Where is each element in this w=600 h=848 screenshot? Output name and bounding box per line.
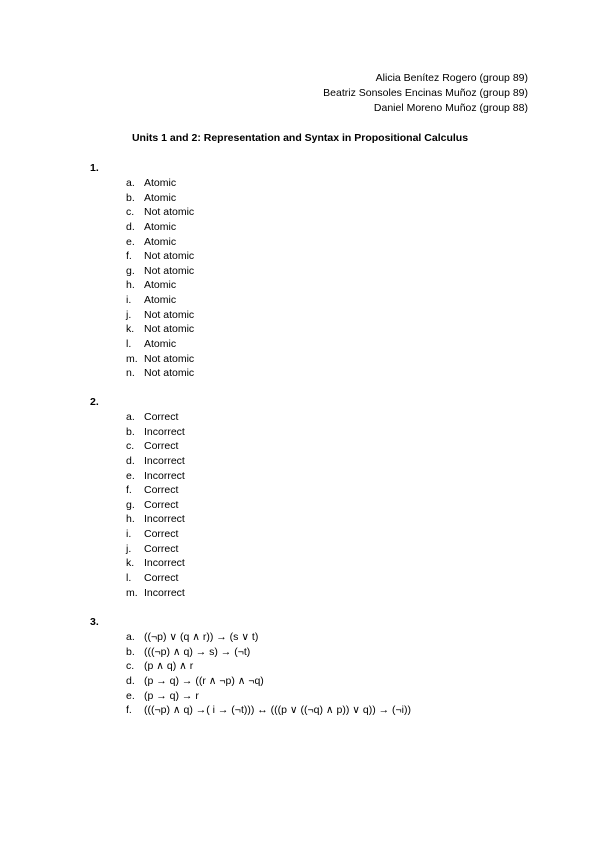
answer-item bbox=[90, 278, 194, 293]
answer-text: Atomic bbox=[144, 191, 177, 204]
answer-letter: d. bbox=[126, 674, 135, 687]
answer-text: Atomic bbox=[144, 338, 177, 351]
question-section bbox=[90, 614, 411, 718]
answer-item bbox=[90, 659, 411, 674]
answer-letter: a. bbox=[126, 631, 135, 643]
author-line: Beatriz Sonsoles Encinas Muñoz (group 89) bbox=[323, 87, 528, 99]
answer-text: Incorrect bbox=[144, 425, 185, 438]
answer-item bbox=[90, 425, 185, 440]
answer-text: Correct bbox=[144, 498, 179, 511]
answer-text: Correct bbox=[144, 528, 179, 541]
question-section bbox=[90, 160, 194, 381]
answer-text: (((¬p) ∧ q) → s) → (¬t) bbox=[144, 645, 251, 658]
answer-text: Atomic bbox=[144, 235, 177, 248]
answer-text: Atomic bbox=[144, 294, 177, 307]
answer-list bbox=[90, 176, 194, 381]
answer-text: Correct bbox=[144, 542, 179, 555]
answer-letter: e. bbox=[126, 689, 135, 702]
answer-letter: n. bbox=[126, 367, 135, 380]
answer-letter: a. bbox=[126, 177, 135, 189]
answer-letter: c. bbox=[126, 206, 135, 219]
answer-item bbox=[90, 220, 194, 235]
answer-item bbox=[90, 630, 411, 645]
answer-text: Correct bbox=[144, 440, 179, 453]
answer-text: Atomic bbox=[144, 279, 177, 292]
answer-letter: m. bbox=[126, 352, 138, 365]
answer-item bbox=[90, 469, 185, 484]
answer-letter: c. bbox=[126, 660, 135, 673]
page-title: Units 1 and 2: Representation and Syntax in Propositional Calculus bbox=[131, 132, 469, 144]
answer-item bbox=[90, 410, 185, 425]
answer-letter: i. bbox=[126, 294, 132, 307]
answer-item bbox=[90, 571, 185, 586]
answer-letter: g. bbox=[126, 264, 135, 277]
answer-item bbox=[90, 512, 185, 527]
answer-item bbox=[90, 235, 194, 250]
answer-letter: l. bbox=[126, 338, 132, 351]
answer-text: Not atomic bbox=[144, 250, 195, 263]
answer-list bbox=[90, 410, 185, 600]
answer-text: Incorrect bbox=[144, 454, 185, 467]
answer-text: Atomic bbox=[144, 177, 177, 189]
answer-letter: f. bbox=[126, 704, 132, 717]
author-line: Daniel Moreno Muñoz (group 88) bbox=[373, 102, 528, 114]
answer-item bbox=[90, 689, 411, 704]
answer-letter: f. bbox=[126, 484, 132, 497]
answer-letter: j. bbox=[126, 542, 132, 555]
answer-item bbox=[90, 249, 194, 264]
answer-letter: b. bbox=[126, 645, 135, 658]
question-number: 1. bbox=[90, 162, 99, 174]
answer-text: Not atomic bbox=[144, 367, 195, 380]
answer-letter: j. bbox=[126, 308, 132, 321]
answer-item bbox=[90, 264, 194, 279]
answer-item bbox=[90, 176, 194, 191]
answer-text: Correct bbox=[144, 484, 179, 497]
answer-letter: e. bbox=[126, 469, 135, 482]
answer-list bbox=[90, 630, 411, 718]
answer-text: Not atomic bbox=[144, 352, 195, 365]
answer-item bbox=[90, 674, 411, 689]
answer-letter: e. bbox=[126, 235, 135, 248]
answer-item bbox=[90, 293, 194, 308]
answer-text: (p → q) → r bbox=[144, 689, 199, 702]
answer-letter: m. bbox=[126, 586, 138, 599]
answer-text: ((¬p) ∨ (q ∧ r)) → (s ∨ t) bbox=[144, 631, 259, 643]
answer-text: Incorrect bbox=[144, 513, 185, 526]
question-section bbox=[90, 394, 185, 600]
answer-text: Incorrect bbox=[144, 557, 185, 570]
answer-text: Not atomic bbox=[144, 264, 195, 277]
answer-item bbox=[90, 205, 194, 220]
answer-text: Atomic bbox=[144, 220, 177, 233]
answer-item bbox=[90, 454, 185, 469]
answer-item bbox=[90, 352, 194, 367]
answer-item bbox=[90, 498, 185, 513]
answer-letter: b. bbox=[126, 425, 135, 438]
answer-letter: b. bbox=[126, 191, 135, 204]
answer-letter: d. bbox=[126, 454, 135, 467]
answer-item bbox=[90, 322, 194, 337]
answer-letter: g. bbox=[126, 498, 135, 511]
answer-item bbox=[90, 542, 185, 557]
answer-letter: a. bbox=[126, 411, 135, 423]
answer-item bbox=[90, 586, 185, 601]
answer-letter: h. bbox=[126, 279, 135, 292]
answer-item bbox=[90, 527, 185, 542]
author-block bbox=[323, 71, 528, 116]
answer-letter: d. bbox=[126, 220, 135, 233]
answer-text: Incorrect bbox=[144, 586, 185, 599]
answer-item bbox=[90, 366, 194, 381]
answer-item bbox=[90, 483, 185, 498]
answer-item bbox=[90, 191, 194, 206]
answer-text: Correct bbox=[144, 411, 179, 423]
question-number: 2. bbox=[90, 396, 99, 408]
answer-letter: f. bbox=[126, 250, 132, 263]
answer-text: (((¬p) ∧ q) →( i → (¬t))) ↔ (((p ∨ ((¬q) ∧ p)) ∨ q)) → (¬i)) bbox=[144, 704, 411, 717]
answer-item bbox=[90, 556, 185, 571]
answer-item bbox=[90, 308, 194, 323]
answer-text: Not atomic bbox=[144, 323, 195, 336]
answer-text: (p ∧ q) ∧ r bbox=[144, 660, 194, 673]
answer-item bbox=[90, 337, 194, 352]
answer-text: Correct bbox=[144, 572, 179, 585]
answer-letter: k. bbox=[126, 557, 135, 570]
answer-letter: l. bbox=[126, 572, 132, 585]
answer-text: Not atomic bbox=[144, 308, 195, 321]
answer-letter: c. bbox=[126, 440, 135, 453]
answer-letter: i. bbox=[126, 528, 132, 541]
author-line: Alicia Benítez Rogero (group 89) bbox=[375, 72, 528, 84]
answer-letter: h. bbox=[126, 513, 135, 526]
question-number: 3. bbox=[90, 616, 99, 628]
answer-item bbox=[90, 439, 185, 454]
answer-item bbox=[90, 703, 411, 718]
answer-text: Incorrect bbox=[144, 469, 185, 482]
answer-text: Not atomic bbox=[144, 206, 195, 219]
answer-text: (p → q) → ((r ∧ ¬p) ∧ ¬q) bbox=[144, 674, 264, 687]
answer-letter: k. bbox=[126, 323, 135, 336]
answer-item bbox=[90, 645, 411, 660]
